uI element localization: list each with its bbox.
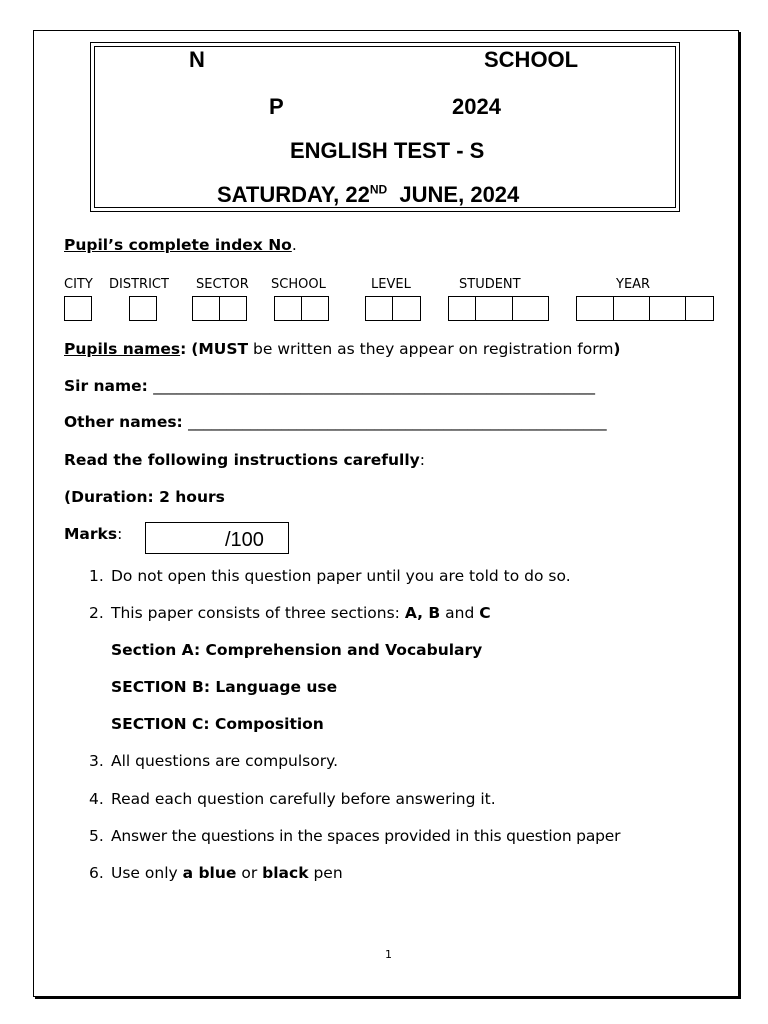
year-digit-box[interactable] <box>576 296 614 321</box>
instruction-6-pre: Use only <box>111 864 183 882</box>
instructions-heading <box>64 451 425 469</box>
instructions-heading-text: Read the following instructions carefully <box>64 451 420 469</box>
city-digit-box[interactable] <box>64 296 92 321</box>
instruction-4: Read each question carefully before answering it. <box>111 790 496 808</box>
label-sector: SECTOR <box>196 277 249 292</box>
instruction-2 <box>111 604 491 622</box>
instruction-6-post: pen <box>308 864 343 882</box>
marks-colon: : <box>117 525 123 543</box>
other-names-label: Other names: <box>64 413 189 431</box>
pupil-names-open: ( <box>191 340 199 358</box>
section-b-label: SECTION B: Language use <box>111 678 338 696</box>
instruction-6-black: black <box>262 864 309 882</box>
instruction-2-c: C <box>479 604 491 622</box>
label-student: STUDENT <box>459 277 521 292</box>
instructions-heading-colon: : <box>419 451 426 469</box>
instruction-2-ab: A, B <box>404 604 441 622</box>
year-label: 2024 <box>452 94 501 119</box>
student-digit-box[interactable] <box>512 296 549 321</box>
pupil-names-close: ) <box>613 340 621 358</box>
instruction-3: All questions are compulsory. <box>111 752 338 770</box>
label-district: DISTRICT <box>109 277 169 292</box>
index-heading-text: Pupil’s complete index No <box>64 236 292 254</box>
index-heading-dot: . <box>291 236 297 254</box>
label-school: SCHOOL <box>271 277 326 292</box>
instruction-2-pre: This paper consists of three sections: <box>111 604 405 622</box>
sir-name-label: Sir name: <box>64 377 154 395</box>
instruction-6 <box>111 864 343 882</box>
instruction-2-and: and <box>440 604 480 622</box>
instruction-number: 6. <box>89 864 104 882</box>
pupil-names-colon: : <box>180 340 187 358</box>
level-digit-box[interactable] <box>365 296 393 321</box>
duration-label: (Duration: 2 hours <box>64 488 225 506</box>
student-digit-box[interactable] <box>448 296 476 321</box>
section-c-label: SECTION C: Composition <box>111 715 324 733</box>
instruction-number: 1. <box>89 567 104 585</box>
sir-name-row <box>64 377 595 395</box>
school-name-left: N <box>189 47 205 72</box>
test-title: ENGLISH TEST - S <box>290 138 485 163</box>
date-superscript: ND <box>369 182 388 197</box>
instruction-6-or: or <box>236 864 263 882</box>
level-digit-box[interactable] <box>392 296 421 321</box>
year-digit-box[interactable] <box>649 296 686 321</box>
district-digit-box[interactable] <box>129 296 157 321</box>
student-digit-box[interactable] <box>475 296 513 321</box>
pupil-names-instruction <box>64 340 621 358</box>
sector-digit-box[interactable] <box>219 296 247 321</box>
instruction-number: 5. <box>89 827 104 845</box>
school-name-right: SCHOOL <box>484 47 579 72</box>
year-digit-box[interactable] <box>685 296 714 321</box>
marks-value: /100 <box>225 529 264 551</box>
instruction-1: Do not open this question paper until you are told to do so. <box>111 567 571 585</box>
pupil-names-rest: be written as they appear on registration form <box>248 340 614 358</box>
marks-label: Marks <box>64 525 118 543</box>
marks-box <box>145 522 289 554</box>
sir-name-line[interactable]: _________________________________________________________ <box>153 377 596 395</box>
school-digit-box[interactable] <box>274 296 302 321</box>
year-digit-box[interactable] <box>613 296 650 321</box>
instruction-number: 4. <box>89 790 104 808</box>
label-year: YEAR <box>616 277 651 292</box>
label-level: LEVEL <box>371 277 411 292</box>
other-names-row <box>64 413 607 431</box>
index-heading <box>64 236 297 254</box>
section-a-label: Section A: Comprehension and Vocabulary <box>111 641 483 659</box>
label-city: CITY <box>64 277 93 292</box>
instruction-number: 3. <box>89 752 104 770</box>
marks-label-row <box>64 525 122 543</box>
instruction-6-blue: a blue <box>182 864 237 882</box>
instruction-number: 2. <box>89 604 104 622</box>
period-label: P <box>269 94 284 119</box>
school-digit-box[interactable] <box>301 296 329 321</box>
other-names-line[interactable]: ______________________________________________________ <box>188 413 607 431</box>
exam-date <box>217 182 519 208</box>
date-suffix: JUNE, 2024 <box>399 182 520 207</box>
sector-digit-box[interactable] <box>192 296 220 321</box>
pupil-names-heading: Pupils names <box>64 340 181 358</box>
instruction-5: Answer the questions in the spaces provided in this question paper <box>111 827 621 845</box>
page-number: 1 <box>385 948 392 961</box>
must-word: MUST <box>198 340 249 358</box>
date-prefix: SATURDAY, 22 <box>217 182 370 207</box>
